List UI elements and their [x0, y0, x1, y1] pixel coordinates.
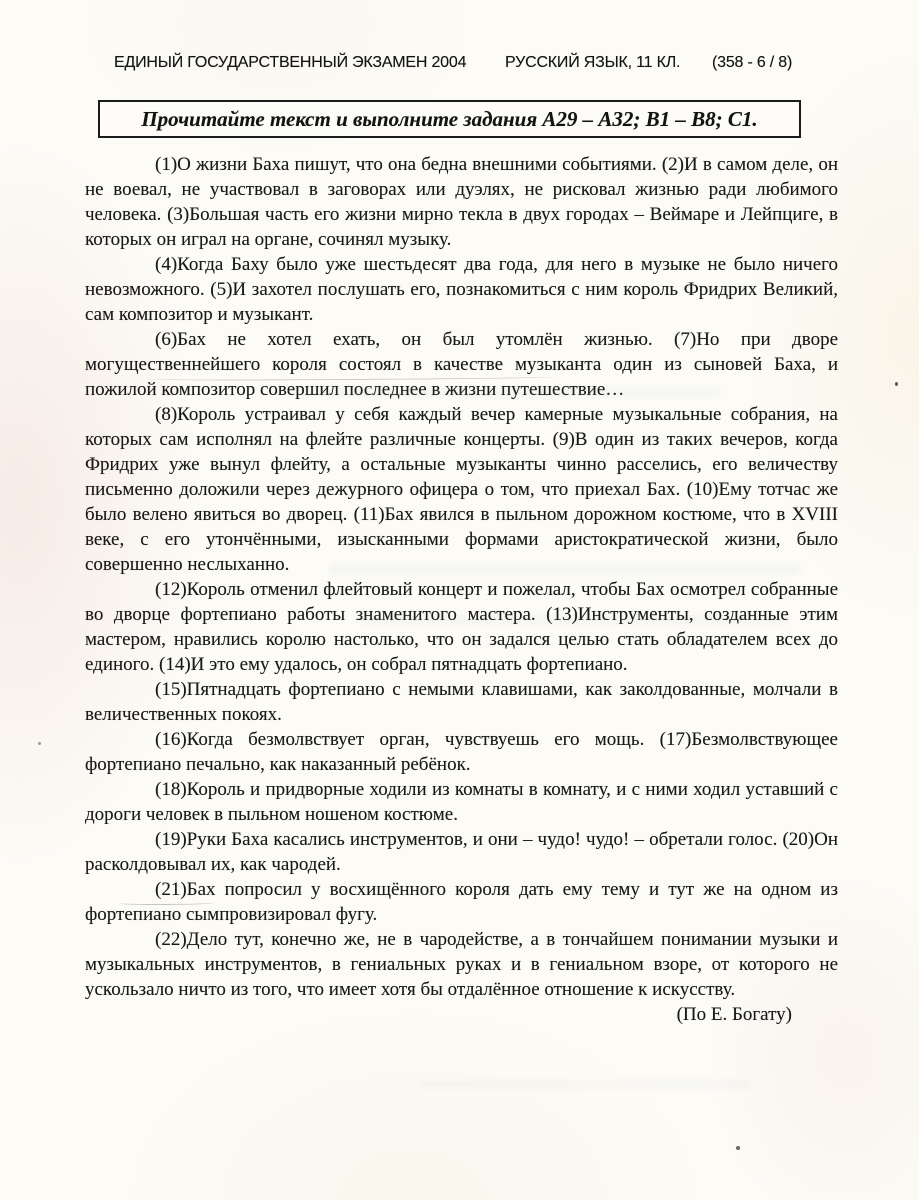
paragraph: (22)Дело тут, конечно же, не в чародействе, а в тончайшем понимании музыки и музыкальных инструментов, в гениальных руках и в гениальном взоре, от которого не ускользало ничто из того, что имеет хотя бы отдалённое отношение к искусству. — [85, 929, 838, 1000]
paragraph: (1)О жизни Баха пишут, что она бедна внешними событиями. (2)И в самом деле, он не воевал, не участвовал в заговорах или дуэлях, не рисковал жизнью ради любимого человека. (3)Большая часть его жизни мирно текла в двух городах – Веймаре и Лейпциге, в которых он играл на органе, сочинял музыку. — [85, 154, 838, 250]
paragraph: (16)Когда безмолвствует орган, чувствуешь его мощь. (17)Безмолвствующее фортепиано печально, как наказанный ребёнок. — [85, 729, 838, 775]
exam-title: ЕДИНЫЙ ГОСУДАРСТВЕННЫЙ ЭКЗАМЕН 2004 — [114, 54, 467, 71]
paragraph: (21)Бах попросил у восхищённого короля дать ему тему и тут же на одном из фортепиано сымпровизировал фугу. — [85, 879, 838, 925]
attribution: (По Е. Богату) — [676, 1004, 792, 1025]
page-header — [0, 54, 919, 76]
paragraph: (6)Бах не хотел ехать, он был утомлён жизнью. (7)Но при дворе могущественнейшего короля состоял в качестве музыканта один из сыновей Баха, и пожилой композитор совершил последнее в жизни путешествие… — [85, 329, 838, 400]
paragraph: (8)Король устраивал у себя каждый вечер камерные музыкальные собрания, на которых сам исполнял на флейте различные концерты. (9)В один из таких вечеров, когда Фридрих уже вынул флейту, а остальные музыканты чинно расселись, его величеству письменно доложили через дежурного офицера о том, что приехал Бах. (10)Ему тотчас же было велено явиться во дворец. (11)Бах явился в пыльном дорожном костюме, что в XVIII веке, с его утончёнными, изысканными формами аристократической жизни, было совершенно неслыханно. — [85, 404, 838, 575]
ink-speck — [38, 742, 41, 745]
ink-speck — [895, 382, 898, 386]
paragraph: (4)Когда Баху было уже шестьдесят два года, для него в музыке не было ничего невозможного. (5)И захотел послушать его, познакомиться с ним король Фридрих Великий, сам композитор и музыкант. — [85, 254, 838, 325]
paragraph: (18)Король и придворные ходили из комнаты в комнату, и с ними ходил уставший с дороги человек в пыльном ношеном костюме. — [85, 779, 838, 825]
bleedthrough-artifact — [420, 1080, 750, 1089]
page-code: (358 - 6 / 8) — [712, 54, 793, 71]
paragraph: (12)Король отменил флейтовый концерт и пожелал, чтобы Бах осмотрел собранные во дворце фортепиано работы знаменитого мастера. (13)Инструменты, созданные этим мастером, нравились королю настолько, что он задался целью стать обладателем всех до единого. (14)И это ему удалось, он собрал пятнадцать фортепиано. — [85, 579, 838, 675]
subject-label: РУССКИЙ ЯЗЫК, 11 КЛ. — [505, 54, 681, 71]
ink-speck — [736, 1146, 740, 1150]
paragraph: (15)Пятнадцать фортепиано с немыми клавишами, как заколдованные, молчали в величественных покоях. — [85, 679, 838, 725]
text-body — [85, 152, 838, 1027]
instruction-box — [98, 100, 801, 138]
paragraph: (19)Руки Баха касались инструментов, и они – чудо! чудо! – обретали голос. (20)Он расколдовывал их, как чародей. — [85, 829, 838, 875]
instruction-text: Прочитайте текст и выполните задания А29 – А32; В1 – В8; С1. — [141, 106, 758, 131]
